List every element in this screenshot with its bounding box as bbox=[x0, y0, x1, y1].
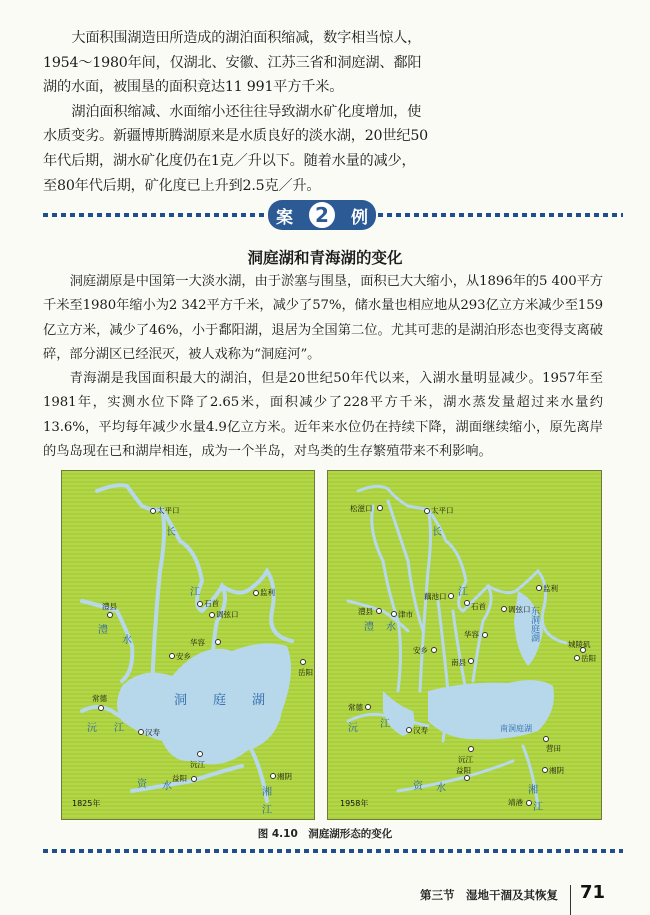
city-marker bbox=[215, 639, 221, 645]
river-label: 长 bbox=[166, 527, 176, 538]
footer-section-title: 第三节 湿地干涸及其恢复 bbox=[420, 888, 558, 902]
city-label: 太平口 bbox=[157, 506, 180, 515]
city-marker bbox=[197, 601, 203, 607]
river-label: 江 bbox=[190, 587, 200, 598]
map-1825 bbox=[61, 470, 315, 820]
city-marker bbox=[468, 658, 474, 664]
city-label: 益阳 bbox=[172, 774, 187, 783]
city-label: 岳阳 bbox=[298, 668, 313, 677]
city-label: 监利 bbox=[543, 584, 558, 593]
city-label: 岳阳 bbox=[581, 654, 596, 663]
lake-label: 洞庭湖 bbox=[174, 693, 292, 708]
city-label: 松滋口 bbox=[350, 504, 373, 513]
city-marker bbox=[526, 800, 532, 806]
dotted-rule-right bbox=[378, 213, 623, 217]
river-label: 江 bbox=[262, 805, 272, 816]
city-label: 靖港 bbox=[508, 798, 523, 807]
city-marker bbox=[376, 608, 382, 614]
river-label: 江 bbox=[533, 802, 543, 813]
dotted-rule-left bbox=[43, 213, 265, 217]
river-label: 湘 bbox=[262, 787, 272, 798]
river-label: 资 bbox=[137, 779, 147, 790]
figure-caption: 图 4.10 洞庭湖形态的变化 bbox=[257, 828, 393, 840]
city-label: 华容 bbox=[464, 630, 479, 639]
city-marker bbox=[253, 590, 259, 596]
river-label: 沅 bbox=[87, 723, 97, 734]
city-label: 汉寿 bbox=[145, 728, 160, 737]
lake-label-south: 南洞庭湖 bbox=[500, 724, 532, 733]
city-marker bbox=[406, 727, 412, 733]
city-marker bbox=[209, 612, 215, 618]
city-marker bbox=[365, 704, 371, 710]
river-label: 澧 bbox=[98, 625, 108, 636]
city-label: 湘阴 bbox=[549, 766, 564, 775]
map-1825-water-shapes bbox=[62, 471, 314, 819]
case-badge-right: 例 bbox=[351, 207, 368, 228]
city-label: 常德 bbox=[92, 694, 107, 703]
city-marker bbox=[107, 612, 113, 618]
city-marker bbox=[536, 585, 542, 591]
city-label: 沅江 bbox=[190, 760, 205, 769]
city-label: 监利 bbox=[260, 588, 275, 597]
case-paragraph-qinghai: 青海湖是我国面积最大的湖泊，但是20世纪50年代以来，入湖水量明显减少。1957年至1981年，实测水位下降了2.65米，面积减少了228平方千米，湖水蒸发量超过来水量约13.6%，平均每年减少水量4.9亿立方米。近年来水位仍在持续下降，湖面继续缩小，原先离岸的鸟岛现在已和湖岸相连，成为一个半岛，对鸟类的生存繁殖带来不利影响。 bbox=[43, 371, 603, 460]
city-marker bbox=[391, 611, 397, 617]
city-marker bbox=[424, 508, 430, 514]
map-year-label: 1825年 bbox=[72, 799, 101, 808]
city-label: 藕池口 bbox=[424, 592, 447, 601]
city-label: 石首 bbox=[204, 599, 219, 608]
river-label: 江 bbox=[380, 719, 390, 730]
city-label: 澧县 bbox=[358, 607, 373, 616]
city-label: 营田 bbox=[546, 744, 561, 753]
intro-paragraph-2: 湖泊面积缩减、水面缩小还往往导致湖水矿化度增加，使水质变劣。新疆博斯腾湖原来是水质良好的淡水湖，20世纪50年代后期，湖水矿化度仍在1克／升以下。随着水量的减少，至80年代后期，矿化度已上升到2.5克／升。 bbox=[43, 103, 428, 194]
city-label: 津市 bbox=[398, 610, 413, 619]
river-label: 澧 bbox=[364, 622, 374, 633]
intro-paragraph-1: 大面积围湖造田所造成的湖泊面积缩减，数字相当惊人，1954～1980年间，仅湖北、安徽、江苏三省和洞庭湖、鄱阳湖的水面，被围垦的面积竟达11 991平方千米。 bbox=[43, 30, 422, 96]
city-label: 湘阴 bbox=[277, 772, 292, 781]
river-label: 水 bbox=[122, 635, 132, 646]
dotted-rule-bottom bbox=[43, 849, 623, 853]
city-label: 常德 bbox=[348, 703, 363, 712]
city-label: 调弦口 bbox=[508, 605, 531, 614]
river-label: 沅 bbox=[348, 723, 358, 734]
map-year-label: 1958年 bbox=[340, 799, 369, 808]
city-marker bbox=[543, 736, 549, 742]
city-marker bbox=[482, 632, 488, 638]
case-badge bbox=[268, 200, 376, 230]
city-label: 澧县 bbox=[102, 602, 117, 611]
city-marker bbox=[468, 746, 474, 752]
city-marker bbox=[150, 508, 156, 514]
city-marker bbox=[169, 653, 175, 659]
city-marker bbox=[191, 776, 197, 782]
city-marker bbox=[542, 767, 548, 773]
river-label: 江 bbox=[458, 587, 468, 598]
city-marker bbox=[138, 729, 144, 735]
city-label: 太平口 bbox=[431, 506, 454, 515]
city-label: 调弦口 bbox=[216, 610, 239, 619]
page-number: 71 bbox=[580, 882, 606, 903]
case-badge-left: 案 bbox=[276, 207, 293, 228]
city-marker bbox=[501, 606, 507, 612]
river-label: 湘 bbox=[528, 785, 538, 796]
city-marker bbox=[98, 705, 104, 711]
river-label: 资 bbox=[413, 781, 423, 792]
case-title: 洞庭湖和青海湖的变化 bbox=[247, 249, 403, 267]
river-label: 江 bbox=[114, 723, 124, 734]
city-label: 华容 bbox=[190, 638, 205, 647]
river-label: 水 bbox=[162, 781, 172, 792]
city-marker bbox=[464, 600, 470, 606]
city-label: 汉寿 bbox=[413, 726, 428, 735]
city-marker bbox=[574, 655, 580, 661]
city-label: 安乡 bbox=[413, 646, 428, 655]
city-marker bbox=[300, 659, 306, 665]
figure-maps bbox=[61, 470, 601, 820]
city-label: 沅江 bbox=[458, 755, 473, 764]
river-label: 长 bbox=[432, 527, 442, 538]
city-marker bbox=[270, 773, 276, 779]
city-label: 城陵矶 bbox=[568, 640, 591, 649]
river-label: 水 bbox=[436, 783, 446, 794]
city-marker bbox=[448, 593, 454, 599]
city-label: 南县 bbox=[451, 658, 466, 667]
city-marker bbox=[197, 751, 203, 757]
map-1958 bbox=[327, 470, 602, 820]
city-label: 安乡 bbox=[176, 652, 191, 661]
river-label: 水 bbox=[386, 622, 396, 633]
case-body bbox=[43, 270, 603, 464]
city-label: 石首 bbox=[471, 602, 486, 611]
case-badge-number: 2 bbox=[307, 200, 337, 230]
footer-divider bbox=[570, 885, 571, 915]
intro-text bbox=[43, 26, 428, 198]
case-paragraph-dongting: 洞庭湖原是中国第一大淡水湖，由于淤塞与围垦，面积已大大缩小，从1896年的5 400平方千米至1980年缩小为2 342平方千米，减少了57%，储水量也相应地从293亿立方米减少至159亿立方米，减少了46%，小于鄱阳湖，退居为全国第二位。尤其可悲的是湖泊形态也变得支离破碎，部分湖区已经泯灭，被人戏称为“洞庭河”。 bbox=[43, 274, 603, 362]
case-divider bbox=[43, 200, 623, 230]
city-label: 益阳 bbox=[456, 766, 471, 775]
lake-label-east: 东洞庭湖 bbox=[529, 606, 539, 642]
city-marker bbox=[377, 505, 383, 511]
city-marker bbox=[431, 647, 437, 653]
